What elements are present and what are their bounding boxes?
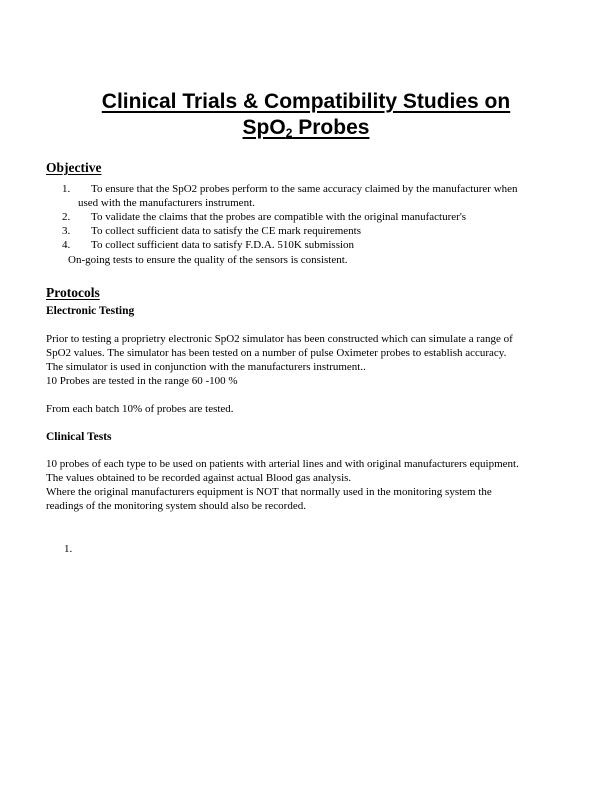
electronic-testing-line-4: 10 Probes are tested in the range 60 -100 % <box>46 375 238 387</box>
electronic-testing-line-1: Prior to testing a proprietry electronic SpO2 simulator has been constructed which can simulate a range of <box>46 333 513 345</box>
batch-testing-note: From each batch 10% of probes are tested. <box>46 403 234 415</box>
electronic-testing-line-3: The simulator is used in conjunction with the manufacturers instrument.. <box>46 361 366 373</box>
clinical-tests-line-4: readings of the monitoring system should also be recorded. <box>46 500 306 512</box>
objective-item-2-number: 2. <box>62 211 71 223</box>
objective-note: On-going tests to ensure the quality of the sensors is consistent. <box>68 254 348 266</box>
document-title-line-2 <box>0 114 612 141</box>
objective-item-1-number: 1. <box>62 183 71 195</box>
electronic-testing-line-2: SpO2 values. The simulator has been tested on a number of pulse Oximeter probes to establish accuracy. <box>46 347 507 359</box>
title-subscript: 2 <box>285 126 293 140</box>
objective-heading: Objective <box>46 160 102 175</box>
objective-item-1-text: To ensure that the SpO2 probes perform to the same accuracy claimed by the manufacturer when <box>91 183 518 195</box>
title-probes-text: Probes <box>292 116 370 139</box>
objective-item-1-continuation: used with the manufacturers instrument. <box>78 197 255 209</box>
objective-item-4-text: To collect sufficient data to satisfy F.D.A. 510K submission <box>91 239 355 251</box>
objective-item-3-text: To collect sufficient data to satisfy the CE mark requirements <box>91 225 361 237</box>
objective-item-2-text: To validate the claims that the probes are compatible with the original manufacturer's <box>91 211 467 223</box>
trailing-list-number: 1. <box>64 543 73 555</box>
clinical-tests-heading: Clinical Tests <box>46 431 112 443</box>
title-spo-text: SpO <box>242 116 286 139</box>
protocols-heading: Protocols <box>46 285 100 300</box>
clinical-tests-line-2: The values obtained to be recorded against actual Blood gas analysis. <box>46 472 352 484</box>
electronic-testing-heading: Electronic Testing <box>46 305 135 317</box>
objective-item-4-number: 4. <box>62 239 71 251</box>
objective-item-3-number: 3. <box>62 225 71 237</box>
clinical-tests-line-1: 10 probes of each type to be used on patients with arterial lines and with original manufacturers equipment. <box>46 458 519 470</box>
clinical-tests-line-3: Where the original manufacturers equipment is NOT that normally used in the monitoring system the <box>46 486 492 498</box>
document-title-line-1: Clinical Trials & Compatibility Studies on <box>101 90 511 113</box>
